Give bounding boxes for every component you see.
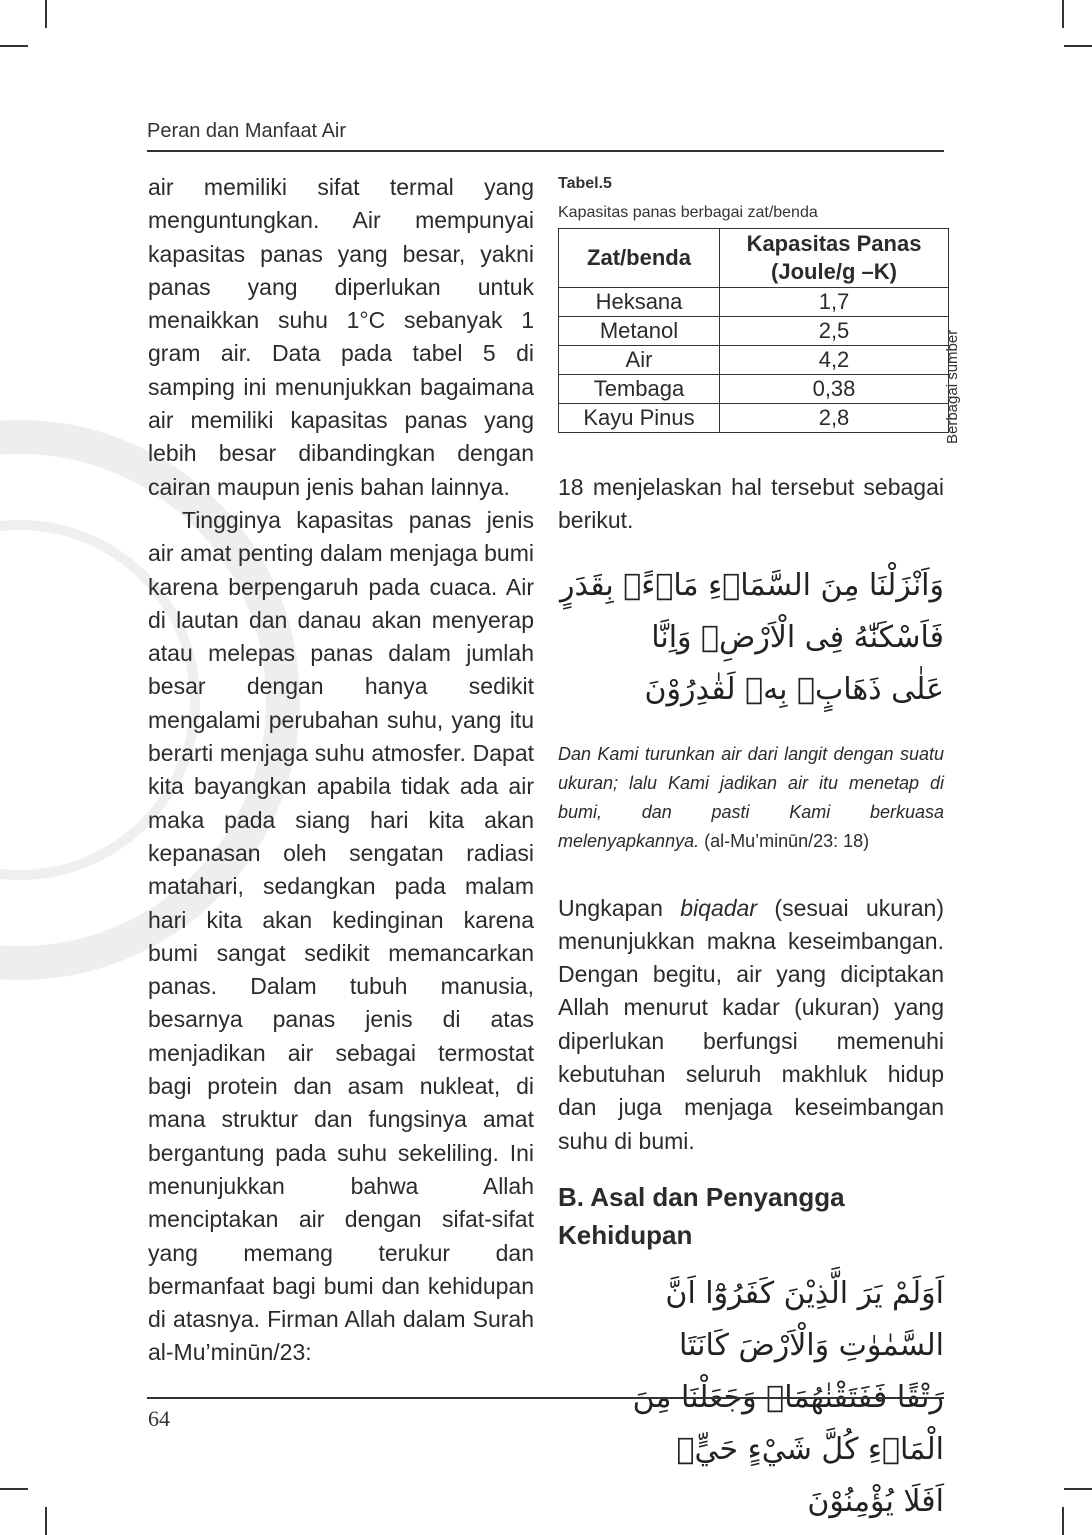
table-source-note: Berbagai sumber xyxy=(944,329,961,444)
paragraph: 18 menjelaskan hal tersebut sebagai berikut. xyxy=(558,474,944,534)
table-row xyxy=(559,404,949,433)
crop-mark xyxy=(1064,45,1092,47)
column-header xyxy=(720,229,949,288)
crop-mark xyxy=(0,1488,28,1490)
crop-mark xyxy=(45,0,47,28)
table-cell: 1,7 xyxy=(720,288,949,317)
text-run: (sesuai ukuran) menunjukkan makna keseimbangan. Dengan begitu, air yang diciptakan Allah menurut kadar (ukuran) yang diperlukan berfungsi memenuhi kebutuhan seluruh makhluk hidup dan juga menjaga keseimbangan suhu di bumi. xyxy=(558,894,944,1154)
left-column xyxy=(148,171,534,1370)
table-cell: Tembaga xyxy=(559,375,720,404)
column-header-unit: (Joule/g –K) xyxy=(771,259,897,284)
quran-verse-1 xyxy=(558,560,944,716)
column-header: Zat/benda xyxy=(559,229,720,288)
column-header-line: Kapasitas Panas xyxy=(746,231,922,256)
table-header-row xyxy=(559,229,949,288)
table-cell: 0,38 xyxy=(720,375,949,404)
table-cell: Air xyxy=(559,346,720,375)
paragraph: air memiliki sifat termal yang menguntungkan. Air mempunyai kapasitas panas yang besar, yakni panas yang diperlukan untuk menaikkan suhu 1°C sebanyak 1 gram air. Data pada tabel 5 di samping ini menunjukkan bagaimana air memiliki kapasitas panas yang lebih besar dibandingkan dengan cairan maupun jenis bahan lainnya. xyxy=(148,174,534,500)
paragraph: Tingginya kapasitas panas jenis air amat penting dalam menjaga bumi karena berpengaruh pada cuaca. Air di lautan dan danau akan menyerap atau melepas panas dalam jumlah besar dengan hanya sedikit mengalami perubahan suhu, yang itu berarti menjaga suhu atmosfer. Dapat kita bayangkan apabila tidak ada air maka pada siang hari kita akan kepanasan oleh sengatan radiasi matahari, sedangkan pada malam hari kita akan kedinginan karena bumi sangat sedikit memancarkan panas. Dalam tubuh manusia, besarnya panas jenis di atas menjadikan air sebagai termostat bagi protein dan asam nukleat, di mana struktur dan fungsinya amat bergantung pada suhu sekeliling. Ini menunjukkan bahwa Allah menciptakan air dengan sifat-sifat yang memang terukur dan bermanfaat bagi bumi dan kehidupan di atasnya. Firman Allah dalam Surah al-Mu’minūn/23: xyxy=(148,506,534,1366)
running-header xyxy=(147,120,944,152)
table-row xyxy=(559,288,949,317)
verse-translation xyxy=(558,740,944,856)
section-title xyxy=(558,1178,944,1254)
crop-mark xyxy=(45,1507,47,1535)
table-row xyxy=(559,317,949,346)
crop-mark xyxy=(1064,1488,1092,1490)
translation-text: Dan Kami turunkan air dari langit dengan suatu ukuran; lalu Kami jadikan air itu menetap di bumi, dan pasti Kami berkuasa melenyapkannya. xyxy=(558,743,944,851)
table-cell: Heksana xyxy=(559,288,720,317)
table-cell: 2,8 xyxy=(720,404,949,433)
crop-mark xyxy=(1062,1507,1064,1535)
table-cell: 4,2 xyxy=(720,346,949,375)
paragraph xyxy=(558,892,944,1158)
right-column xyxy=(558,172,944,1528)
text-run: Ungkapan xyxy=(558,894,681,921)
table-row xyxy=(559,375,949,404)
table-cell: 2,5 xyxy=(720,317,949,346)
table-cell: Metanol xyxy=(559,317,720,346)
crop-mark xyxy=(0,45,28,47)
arabic-line: اَفَلَا يُؤْمِنُوْنَ xyxy=(807,1483,944,1519)
running-title: Peran dan Manfaat Air xyxy=(147,120,347,142)
translation-reference: (al-Mu’minūn/23: 18) xyxy=(704,830,870,851)
section-title-line: B. Asal dan Penyangga xyxy=(558,1181,845,1212)
page-number: 64 xyxy=(148,1406,170,1431)
heat-capacity-table xyxy=(558,228,949,433)
table-subcaption: Kapasitas panas berbagai zat/benda xyxy=(558,204,818,221)
section-title-line: Kehidupan xyxy=(558,1219,693,1250)
arabic-line: عَلٰى ذَهَابٍۢ بِهٖ لَقٰدِرُوْنَ xyxy=(644,671,944,707)
italic-term: biqadar xyxy=(680,894,758,921)
crop-mark xyxy=(1062,0,1064,28)
table-row xyxy=(559,346,949,375)
arabic-line: وَاَنْزَلْنَا مِنَ السَّمَاۤءِ مَاۤءًۢ بِقَدَرٍ فَاَسْكَنّٰهُ فِى الْاَرْضِۖ وَاِنَّا xyxy=(559,567,944,655)
arabic-line: رَتْقًا فَفَتَقْنٰهُمَاۗ وَجَعَلْنَا مِنَ الْمَاۤءِ كُلَّ شَيْءٍ حَيٍّۗ xyxy=(632,1379,944,1467)
footer-rule xyxy=(147,1397,944,1399)
table-caption: Tabel.5 xyxy=(558,175,612,192)
arabic-line: اَوَلَمْ يَرَ الَّذِيْنَ كَفَرُوْٓا اَنَّ السَّمٰوٰتِ وَالْاَرْضَ كَانَتَا xyxy=(665,1275,944,1363)
table-cell: Kayu Pinus xyxy=(559,404,720,433)
